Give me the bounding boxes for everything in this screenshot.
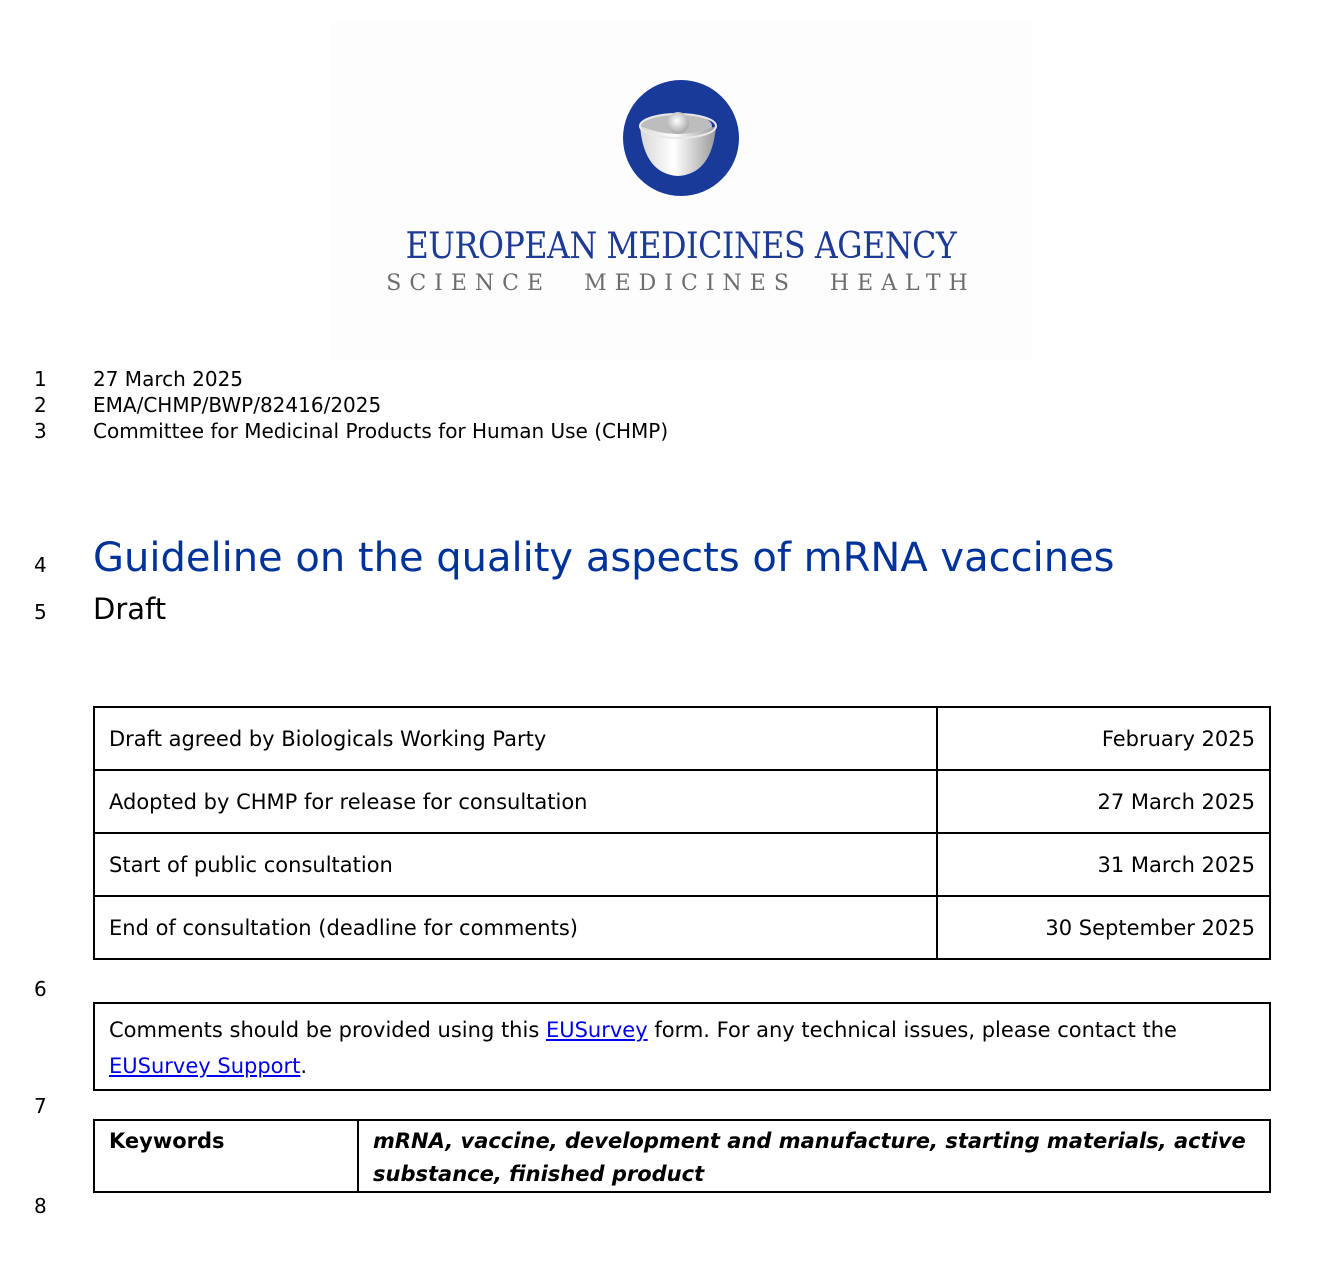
- committee-name: Committee for Medicinal Products for Human Use (CHMP): [93, 419, 669, 443]
- timeline-label: End of consultation (deadline for comments): [94, 896, 937, 959]
- document-reference: EMA/CHMP/BWP/82416/2025: [93, 393, 382, 417]
- document-date: 27 March 2025: [93, 367, 244, 391]
- timeline-date: February 2025: [937, 707, 1270, 770]
- timeline-date: 27 March 2025: [937, 770, 1270, 833]
- logo-agency-name: EUROPEAN MEDICINES AGENCY: [405, 226, 957, 267]
- document-status: Draft: [93, 592, 167, 626]
- logo-tagline: SCIENCE MEDICINES HEALTH: [386, 271, 976, 296]
- timeline-table: [93, 706, 1271, 960]
- line-number: 1: [34, 367, 47, 391]
- table-row: [94, 770, 1270, 833]
- eusurvey-link[interactable]: EUSurvey: [545, 1018, 648, 1042]
- ema-emblem-icon: [330, 22, 1032, 360]
- timeline-label: Start of public consultation: [94, 833, 937, 896]
- line-number: 2: [34, 393, 47, 417]
- comments-text: form. For any technical issues, please contact the: [647, 1018, 1177, 1042]
- line-number: 5: [34, 600, 47, 624]
- timeline-date: 30 September 2025: [937, 896, 1270, 959]
- comments-box: [93, 1002, 1271, 1091]
- timeline-label: Adopted by CHMP for release for consultation: [94, 770, 937, 833]
- page-title: Guideline on the quality aspects of mRNA vaccines: [93, 535, 1115, 581]
- comments-text: Comments should be provided using this: [109, 1018, 546, 1042]
- table-row: [94, 833, 1270, 896]
- table-row: [94, 896, 1270, 959]
- keywords-label: Keywords: [94, 1120, 358, 1192]
- table-row: [94, 707, 1270, 770]
- table-row: [94, 1120, 1270, 1192]
- eusurvey-support-link[interactable]: EUSurvey Support: [109, 1054, 301, 1078]
- line-number: 4: [34, 553, 47, 577]
- line-number: 6: [34, 977, 47, 1001]
- line-number: 3: [34, 419, 47, 443]
- ema-logo: [330, 22, 1032, 360]
- line-number: 8: [34, 1194, 47, 1218]
- keywords-table: [93, 1119, 1271, 1193]
- timeline-date: 31 March 2025: [937, 833, 1270, 896]
- comments-text: .: [300, 1054, 308, 1078]
- timeline-label: Draft agreed by Biologicals Working Party: [94, 707, 937, 770]
- keywords-value: mRNA, vaccine, development and manufacture, starting materials, active substance, finished product: [358, 1120, 1270, 1192]
- line-number: 7: [34, 1094, 47, 1118]
